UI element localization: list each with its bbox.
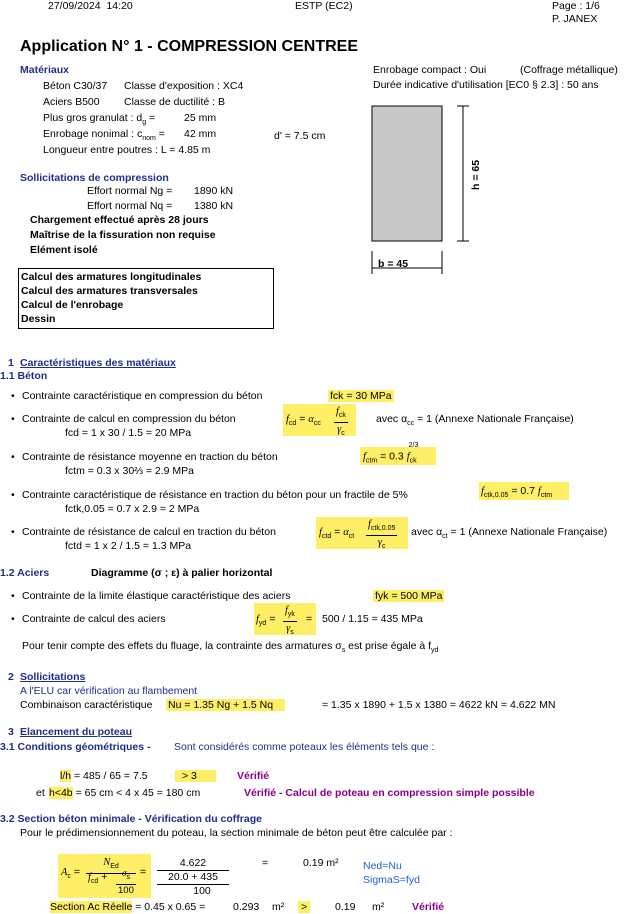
ac-lhs: $A_c$ =	[61, 866, 80, 881]
ac-den-value: 20.0 + 435	[157, 871, 229, 885]
cover-label: Enrobage nonimal : $c_{nom}$ =	[43, 128, 165, 143]
formwork-type: (Coffrage métallique)	[520, 64, 618, 76]
loads-heading: Sollicitations de compression	[20, 172, 169, 184]
creep-note: Pour tenir compte des effets du fluage, la contrainte des armatures $\sigma_s$ est prise égale à $f_{yd}$	[22, 640, 439, 655]
section-3-2-title: 3.2 Section béton minimale - Vérification du coffrage	[0, 813, 262, 825]
slenderness-check: l/h = 485 / 65 = 7.5	[60, 770, 148, 782]
ng-label: Effort normal Ng =	[87, 185, 173, 197]
granulat-label: Plus gros granulat : $d_g$ =	[43, 112, 156, 127]
bullet: •	[11, 590, 15, 602]
ac-den-frac: $\frac{\sigma_s}{100}$	[118, 869, 134, 896]
task-longitudinal: Calcul des armatures longitudinales	[21, 271, 202, 283]
verified-1: Vérifié	[237, 770, 270, 782]
fyd-text: Contrainte de calcul des aciers	[22, 613, 166, 625]
final-verified: Vérifié	[412, 901, 445, 913]
exposure-class: Classe d'exposition : XC4	[124, 80, 244, 92]
fctm-calc: fctm = 0.3 x 30⅔ = 2.9 MPa	[65, 465, 194, 477]
fyd-calc: 500 / 1.15 = 435 MPa	[322, 613, 423, 625]
length-between-beams: Longueur entre poutres : L = 4.85 m	[43, 144, 211, 156]
fyk-text: Contrainte de la limite élastique caractéristique des aciers	[22, 590, 291, 602]
ductility-class: Classe de ductilité : B	[124, 96, 225, 108]
fctm-formula: $f_{ctm} = 0.3$ $f_{ck}^{2/3}$	[363, 442, 419, 465]
fck-text: Contrainte caractéristique en compression du béton	[22, 390, 263, 402]
section-2-title: Sollicitations	[20, 671, 86, 683]
author: P. JANEX	[552, 13, 598, 25]
fctd-text: Contrainte de résistance de calcul en traction du béton	[22, 526, 276, 538]
ac-num-value: 4.622	[157, 857, 229, 871]
section-1-number: 1	[8, 357, 14, 369]
page-number: Page : 1/6	[552, 0, 600, 12]
ac-num: $N_{Ed}$	[86, 856, 136, 874]
fctd-avec: avec $\alpha_{ct} = 1$ (Annexe Nationale Française)	[411, 526, 608, 541]
compact-cover: Enrobage compact : Oui	[373, 64, 487, 76]
cover-value: 42 mm	[184, 128, 217, 140]
ac-den-bottom: 100	[193, 885, 211, 897]
fcd-fraction: $f_{ck}$ $\gamma_c$	[336, 406, 346, 438]
concrete-class: Béton C30/37	[43, 80, 108, 92]
steel-diagram: Diagramme (σ ; ε) à palier horizontal	[91, 567, 273, 579]
note-sigmas: SigmaS=fyd	[363, 874, 420, 886]
note-cracking: Maîtrise de la fissuration non requise	[30, 229, 216, 241]
gt-three: > 3	[175, 770, 216, 782]
fcd-formula: $f_{cd} = \alpha_{cc}$	[286, 413, 321, 428]
section-3-1-title: 3.1 Conditions géométriques -	[0, 741, 151, 753]
fctd-fraction: $f_{ctk,0.05}$ $\gamma_c$	[368, 519, 396, 551]
ac-result-equals: =	[262, 857, 269, 869]
bullet: •	[11, 489, 15, 501]
section-1-title: Caractéristiques des matériaux	[20, 357, 176, 369]
section-3-title: Elancement du poteau	[20, 726, 133, 738]
task-cover: Calcul de l'enrobage	[21, 299, 124, 311]
page-title: Application N° 1 - COMPRESSION CENTREE	[20, 38, 358, 55]
nq-label: Effort normal Nq =	[87, 200, 173, 212]
nq-value: 1380 kN	[194, 200, 234, 212]
task-transverse: Calcul des armatures transversales	[21, 285, 198, 297]
bullet: •	[11, 390, 15, 402]
real-unit: m²	[272, 901, 285, 913]
fyd-fraction: $f_{yk}$ $\gamma_s$	[285, 605, 295, 637]
section-3-1-text: Sont considérés comme poteaux les éléments tels que :	[174, 741, 435, 753]
section-3-2-intro: Pour le prédimensionnement du poteau, la section minimale de béton peut être calculée par :	[20, 827, 453, 839]
min-unit: m²	[372, 901, 385, 913]
steel-class: Aciers B500	[43, 96, 100, 108]
combo-label: Combinaison caractéristique	[20, 699, 153, 711]
section-2-number: 2	[8, 671, 14, 683]
ng-value: 1890 kN	[194, 185, 234, 197]
bullet: •	[11, 413, 15, 425]
d-prime: d' = 7.5 cm	[274, 130, 326, 142]
ac-value: 0.19 m²	[303, 857, 339, 869]
fctd-formula: $f_{ctd} = \alpha_{ct}$	[319, 526, 355, 541]
min-value: 0.19	[335, 901, 356, 913]
h4b-check: h<4b = 65 cm < 4 x 45 = 180 cm	[49, 787, 201, 799]
fctd-calc: fctd = 1 x 2 / 1.5 = 1.3 MPa	[65, 540, 192, 552]
verified-2: Vérifié - Calcul de poteau en compression simple possible	[244, 787, 535, 799]
ac-equals: =	[140, 866, 147, 878]
ac-den: $f_{cd}$ +	[88, 871, 108, 886]
b-label: b = 45	[378, 258, 409, 270]
fyd-formula: $f_{yd}$ =	[256, 613, 276, 628]
fctm-text: Contrainte de résistance moyenne en traction du béton	[22, 451, 278, 463]
et-label: et	[36, 787, 45, 799]
fcd-calc: fcd = 1 x 30 / 1.5 = 20 MPa	[65, 427, 192, 439]
note-ned: Ned=Nu	[363, 860, 402, 872]
section-1-2-title: 1.2 Aciers	[0, 567, 50, 579]
fcd-text: Contrainte de calcul en compression du béton	[22, 413, 236, 425]
fctk-formula: $f_{ctk,0.05} = 0.7$ $f_{ctm}$	[481, 485, 553, 500]
real-section-line: Section Ac Réelle = 0.45 x 0.65 =	[50, 901, 206, 913]
bullet: •	[11, 526, 15, 538]
fctk-text: Contrainte caractéristique de résistance en traction du béton pour un fractile de 5%	[22, 489, 408, 501]
note-isolated: Elément isolé	[30, 244, 98, 256]
materials-heading: Matériaux	[20, 64, 70, 76]
fyk-value: fyk = 500 MPa	[375, 590, 443, 602]
task-drawing: Dessin	[21, 313, 56, 325]
concrete-section	[372, 106, 442, 241]
fck-value: fck = 30 MPa	[330, 390, 392, 402]
service-duration: Durée indicative d'utilisation [EC0 § 2.3] : 50 ans	[373, 79, 599, 91]
elu-note: A l'ELU car vérification au flambement	[20, 685, 198, 697]
granulat-value: 25 mm	[184, 112, 217, 124]
bullet: •	[11, 451, 15, 463]
combo-formula: Nu = 1.35 Ng + 1.5 Nq	[166, 699, 285, 711]
real-value: 0.293	[233, 901, 260, 913]
section-3-number: 3	[8, 726, 14, 738]
combo-result: = 1.35 x 1890 + 1.5 x 1380 = 4622 kN = 4.622 MN	[322, 699, 556, 711]
fyd-equals: =	[306, 613, 313, 625]
header-center: ESTP (EC2)	[295, 0, 353, 12]
header-date: 27/09/2024 14:20	[48, 0, 133, 12]
fctk-calc: fctk,0.05 = 0.7 x 2.9 = 2 MPa	[65, 503, 200, 515]
fcd-avec: avec $\alpha_{cc} = 1$ (Annexe Nationale Française)	[376, 413, 574, 428]
section-1-1-title: 1.1 Béton	[0, 370, 48, 382]
note-loading: Chargement effectué après 28 jours	[30, 214, 209, 226]
compare-gt: >	[298, 901, 310, 913]
h-label: h = 65	[470, 159, 482, 190]
bullet: •	[11, 613, 15, 625]
